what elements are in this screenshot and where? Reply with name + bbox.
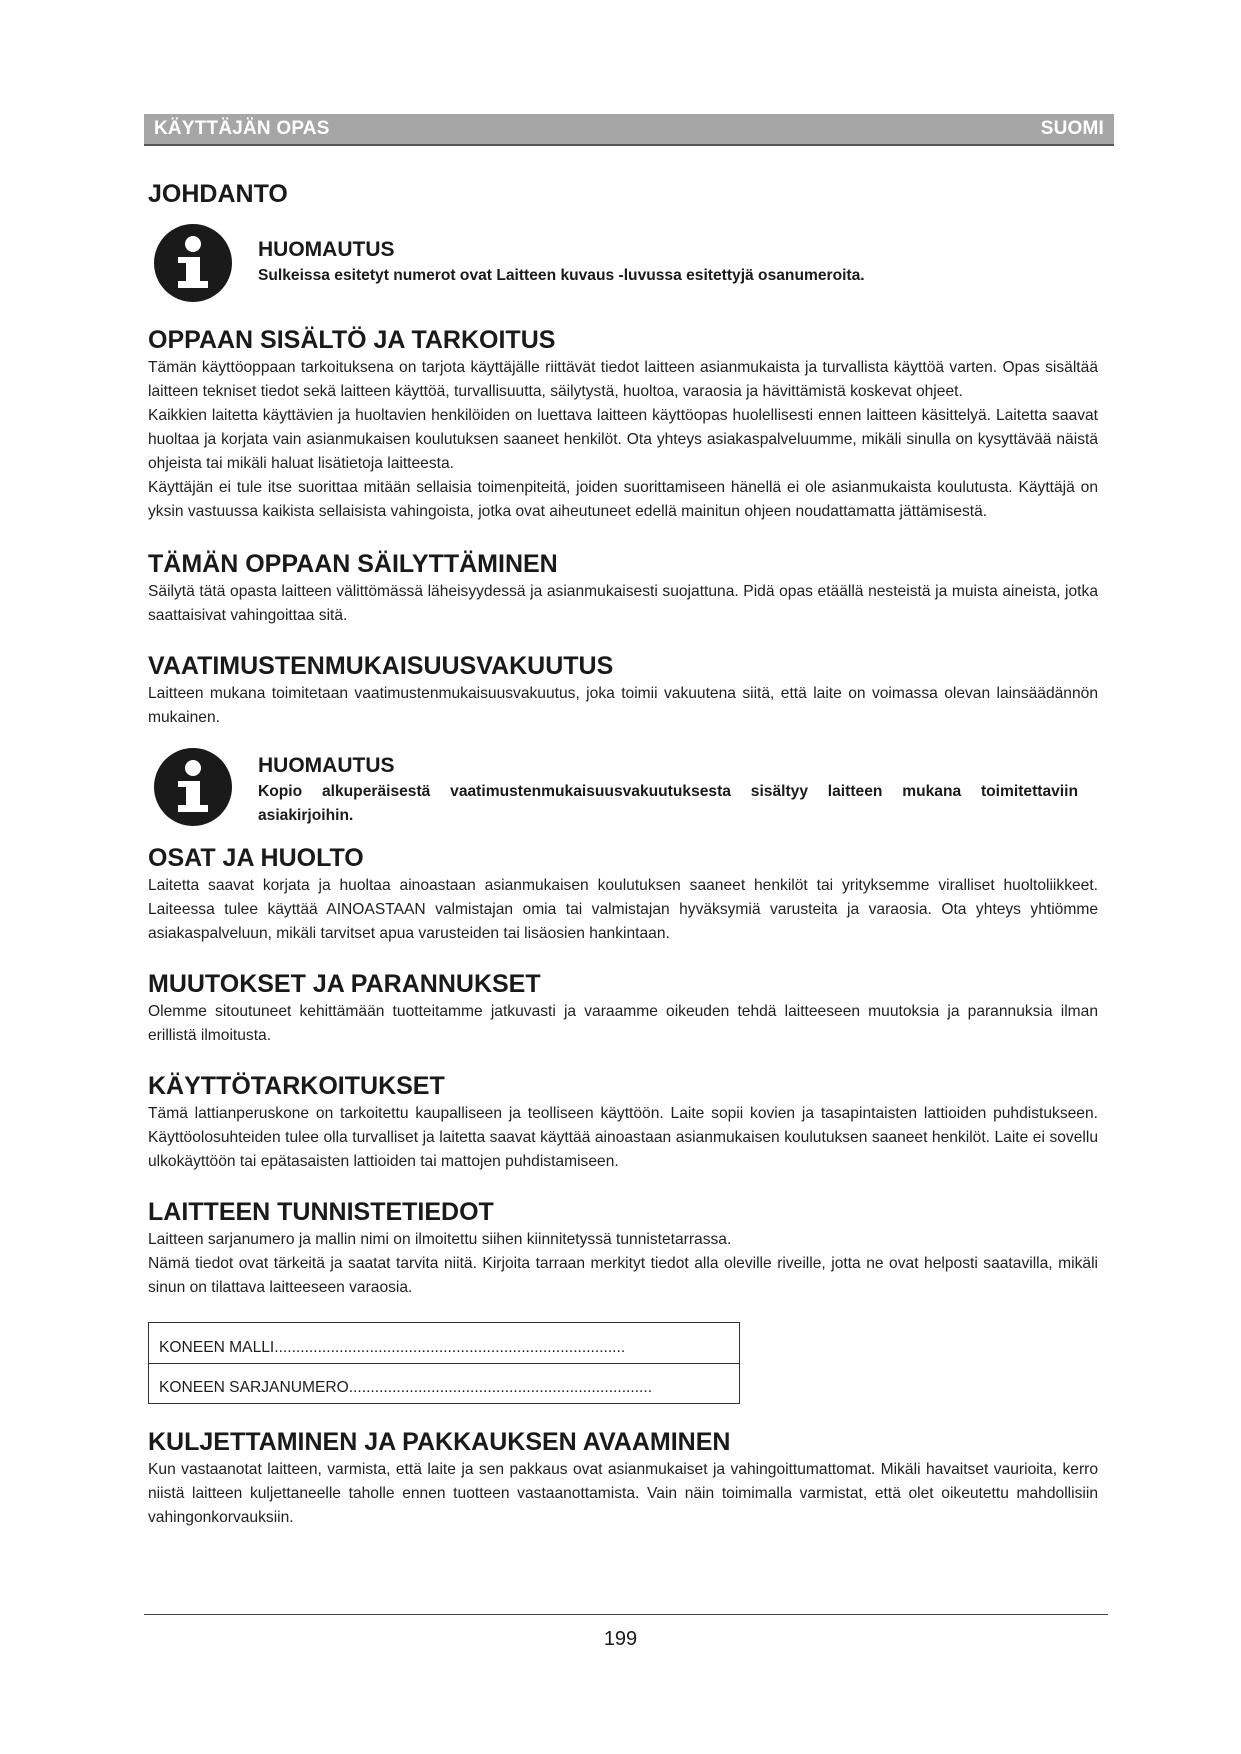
footer-divider xyxy=(144,1614,1108,1615)
machine-model-field: KONEEN MALLI................................................................................. xyxy=(159,1339,626,1356)
section-title-transport: KULJETTAMINEN JA PAKKAUKSEN AVAAMINEN xyxy=(148,1428,731,1456)
paragraph: Käyttäjän ei tule itse suorittaa mitään sellaisia toimenpiteitä, joiden suorittamiseen hänellä ei ole asianmukaista koulutusta. Käyttäjä on yksin vastuussa kaikista sellaisista vahingoista, jotka ovat aiheutuneet edellä mainitun ohjeen noudattamatta jättämisestä. xyxy=(148,479,1098,520)
paragraph: Laitteen mukana toimitetaan vaatimustenmukaisuusvakuutus, joka toimii vakuutena siitä, että laite on voimassa olevan lainsäädännön mukainen. xyxy=(148,685,1098,726)
manual-title: KÄYTTÄJÄN OPAS xyxy=(154,118,330,139)
section-title-contents: OPPAAN SISÄLTÖ JA TARKOITUS xyxy=(148,326,556,354)
page-header xyxy=(144,114,1114,146)
section-title-usage: KÄYTTÖTARKOITUKSET xyxy=(148,1072,445,1100)
section-title-parts: OSAT JA HUOLTO xyxy=(148,844,364,872)
paragraph: Tämä lattianperuskone on tarkoitettu kaupalliseen ja teolliseen käyttöön. Laite sopii kovien ja tasapintaisten lattioiden puhdistukseen. Käyttöolosuhteiden tulee olla turvalliset ja laitetta saavat käyttää ainoastaan asianmukaisen koulutuksen saaneet henkilöt. Laite ei sovellu ulkokäyttöön tai epätasaisten lattioiden tai mattojen puhdistamiseen. xyxy=(148,1105,1098,1170)
section-title-conformity: VAATIMUSTENMUKAISUUSVAKUUTUS xyxy=(148,652,614,680)
notice-title: HUOMAUTUS xyxy=(258,238,395,261)
paragraph: Nämä tiedot ovat tärkeitä ja saatat tarvita niitä. Kirjoita tarraan merkityt tiedot alla oleville riveille, jotta ne ovat helposti saatavilla, mikäli sinun on tilattava laitteeseen varaosia. xyxy=(148,1255,1098,1296)
notice-box xyxy=(148,748,1098,828)
paragraph: Kaikkien laitetta käyttävien ja huoltavien henkilöiden on luettava laitteen käyttöopas huolellisesti ennen laitteen käsittelyä. Laitetta saavat huoltaa ja korjata vain asianmukaisen koulutuksen saaneet henkilöt. Ota yhteys asiakaspalveluumme, mikäli sinulla on kysyttävää näistä ohjeista tai mikäli haluat lisätietoja laitteesta. xyxy=(148,407,1098,472)
paragraph: Kun vastaanotat laitteen, varmista, että laite ja sen pakkaus ovat asianmukaiset ja vahingoittumattomat. Mikäli havaitset vaurioita, kerro niistä laitteen kuljettaneelle taholle ennen tuotteen vastaanottamista. Vain näin toimimalla varmistat, että olet oikeutettu mahdollisiin vahingonkorvauksiin. xyxy=(148,1461,1098,1526)
info-icon xyxy=(154,748,232,826)
paragraph: Laitetta saavat korjata ja huoltaa ainoastaan asianmukaisen koulutuksen saaneet henkilöt tai yrityksemme viralliset huoltoliikkeet. Laiteessa tulee käyttää AINOASTAAN valmistajan omia tai valmistajan hyväksymiä varusteita ja varaosia. Ota yhteys yhtiömme asiakaspalveluun, mikäli tarvitset apua varusteiden tai lisäosien hankintaan. xyxy=(148,877,1098,942)
identification-table xyxy=(148,1322,740,1404)
section-title-changes: MUUTOKSET JA PARANNUKSET xyxy=(148,970,541,998)
notice-text: Sulkeissa esitetyt numerot ovat Laitteen kuvaus -luvussa esitettyjä osanumeroita. xyxy=(258,267,865,284)
section-title-johdanto: JOHDANTO xyxy=(148,180,288,208)
paragraph: Laitteen sarjanumero ja mallin nimi on ilmoitettu siihen kiinnitetyssä tunnistetarrassa. xyxy=(148,1231,732,1248)
info-icon xyxy=(154,224,232,302)
section-title-identification: LAITTEEN TUNNISTETIEDOT xyxy=(148,1198,494,1226)
paragraph: Olemme sitoutuneet kehittämään tuotteitamme jatkuvasti ja varaamme oikeuden tehdä laitteeseen muutoksia ja parannuksia ilman erillistä ilmoitusta. xyxy=(148,1003,1098,1044)
page-content xyxy=(148,178,1098,1530)
notice-box xyxy=(148,224,1098,302)
language-label: SUOMI xyxy=(1040,118,1104,139)
section-title-storage: TÄMÄN OPPAAN SÄILYTTÄMINEN xyxy=(148,550,558,578)
notice-text: Kopio alkuperäisestä vaatimustenmukaisuusvakuutuksesta sisältyy laitteen mukana toimitettaviin asiakirjoihin. xyxy=(258,783,1078,824)
page-number: 199 xyxy=(603,1628,638,1650)
serial-number-field: KONEEN SARJANUMERO...................................................................... xyxy=(149,1363,739,1403)
paragraph: Säilytä tätä opasta laitteen välittömässä läheisyydessä ja asianmukaisesti suojattuna. Pidä opas etäällä nesteistä ja muista aineista, jotka saattaisivat vahingoittaa sitä. xyxy=(148,583,1098,624)
notice-title: HUOMAUTUS xyxy=(258,754,395,777)
paragraph: Tämän käyttöoppaan tarkoituksena on tarjota käyttäjälle riittävät tiedot laitteen asianmukaista ja turvallista käyttöä varten. Opas sisältää laitteen tekniset tiedot sekä laitteen käyttöä, turvallisuutta, säilytystä, huoltoa, varaosia ja hävittämistä koskevat ohjeet. xyxy=(148,359,1098,400)
